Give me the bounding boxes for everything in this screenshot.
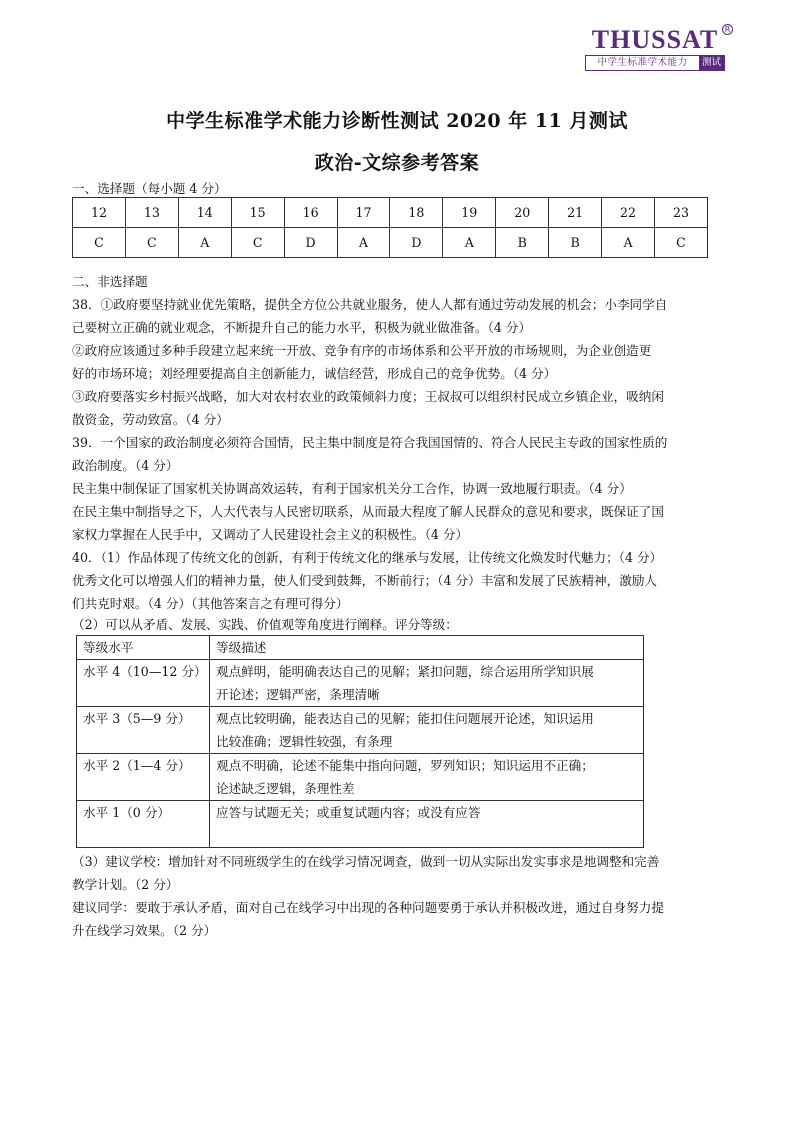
answer-cell: B — [549, 228, 602, 258]
q40-line: （2）可以从矛盾、发展、实践、价值观等角度进行阐释。评分等级： — [72, 617, 458, 632]
q38-line: 己要树立正确的就业观念，不断提升自己的能力水平，积极为就业做准备。（4 分） — [72, 320, 532, 335]
grading-desc-line: 观点鲜明，能明确表达自己的见解；紧扣问题，综合运用所学知识展 — [216, 664, 594, 679]
answer-cell: C — [231, 228, 284, 258]
q39-line: 在民主集中制指导之下，人大代表与人民密切联系，从而最大程度了解人民群众的意见和要求，既保证了国 — [72, 504, 664, 519]
question-number: 17 — [337, 198, 390, 228]
logo-subtitle: 中学生标准学术能力 — [597, 57, 688, 68]
q40-3-line: 教学计划。（2 分） — [72, 877, 179, 892]
q38-line: ③政府要落实乡村振兴战略，加大对农村农业的政策倾斜力度；王叔叔可以组织村民成立乡镇企业，吸纳闲 — [72, 389, 664, 404]
grading-header-level: 等级水平 — [77, 636, 210, 660]
grading-desc-line: 论述缺乏逻辑，条理性差 — [216, 781, 355, 796]
answer-cell: A — [337, 228, 390, 258]
grading-desc-line: 开论述；逻辑严密，条理清晰 — [216, 687, 380, 702]
grading-level: 水平 1（0 分） — [77, 801, 210, 848]
answer-cell: D — [390, 228, 443, 258]
answer-cell: C — [125, 228, 178, 258]
logo-bar — [585, 55, 725, 71]
question-number: 15 — [231, 198, 284, 228]
answer-cell: A — [178, 228, 231, 258]
q39-line: 政治制度。（4 分） — [72, 458, 179, 473]
q39-line: 家权力掌握在人民手中，又调动了人民建设社会主义的积极性。（4 分） — [72, 527, 469, 542]
page-subtitle: 政治-文综参考答案 — [314, 152, 480, 174]
answer-content — [72, 181, 724, 942]
answer-cell: C — [654, 228, 707, 258]
grading-level: 水平 4（10—12 分） — [77, 660, 210, 707]
grading-desc — [210, 707, 644, 754]
q38-line: ②政府应该通过多种手段建立起来统一开放、竞争有序的市场体系和公平开放的市场规则，为企业创造更 — [72, 343, 652, 358]
section1-heading: 一、选择题（每小题 4 分） — [72, 181, 227, 196]
grading-desc-line: 比较准确；逻辑性较强，有条理 — [216, 734, 393, 749]
grading-desc-line: 应答与试题无关；或重复试题内容；或没有应答 — [216, 805, 481, 820]
grading-row — [77, 660, 644, 707]
question-number: 21 — [549, 198, 602, 228]
question-number: 20 — [496, 198, 549, 228]
q40-3-line: （3）建议学校：增加针对不同班级学生的在线学习情况调查，做到一切从实际出发实事求是地调整和完善 — [72, 854, 660, 869]
registered-mark-icon: R — [722, 24, 733, 35]
grading-level-table — [76, 635, 644, 848]
q40-line: 们共克时艰。（4 分）（其他答案言之有理可得分） — [72, 596, 349, 611]
grading-row — [77, 801, 644, 848]
question-number: 14 — [178, 198, 231, 228]
answer-cell: B — [496, 228, 549, 258]
question-number: 18 — [390, 198, 443, 228]
page-title: 中学生标准学术能力诊断性测试 2020 年 11 月测试 — [166, 110, 628, 132]
question-number: 23 — [654, 198, 707, 228]
grading-desc — [210, 801, 644, 848]
question-number: 19 — [443, 198, 496, 228]
answer-cell: D — [284, 228, 337, 258]
question-number: 13 — [125, 198, 178, 228]
question-number: 12 — [73, 198, 126, 228]
q38-line: 好的市场环境；刘经理要提高自主创新能力，诚信经营，形成自己的竞争优势。（4 分） — [72, 366, 557, 381]
q39-line: 39．一个国家的政治制度必须符合国情，民主集中制度是符合我国国情的、符合人民民主专政的国家性质的 — [72, 435, 668, 450]
q40-3-line: 升在线学习效果。（2 分） — [72, 923, 217, 938]
grading-level: 水平 3（5—9 分） — [77, 707, 210, 754]
answer-cell: C — [73, 228, 126, 258]
q40-line: 40．（1）作品体现了传统文化的创新，有利于传统文化的继承与发展，让传统文化焕发时代魅力；（4 分） — [72, 550, 663, 565]
grading-level: 水平 2（1—4 分） — [77, 754, 210, 801]
thussat-logo — [585, 25, 731, 71]
question-number: 22 — [602, 198, 655, 228]
grading-header-row — [77, 636, 644, 660]
choice-answer-table — [72, 197, 708, 258]
answer-row — [73, 228, 708, 258]
q39-line: 民主集中制保证了国家机关协调高效运转，有利于国家机关分工合作，协调一致地履行职责。（4 分） — [72, 481, 632, 496]
grading-row — [77, 707, 644, 754]
logo-tag: 测试 — [699, 56, 724, 70]
answer-cell: A — [602, 228, 655, 258]
grading-header-desc: 等级描述 — [210, 636, 644, 660]
grading-row — [77, 754, 644, 801]
q40-3-line: 建议同学：要敢于承认矛盾，面对自己在线学习中出现的各种问题要勇于承认并积极改进，通过自身努力提 — [72, 900, 664, 915]
grading-desc — [210, 754, 644, 801]
grading-desc-line: 观点不明确，论述不能集中指向问题，罗列知识；知识运用不正确； — [216, 758, 594, 773]
q38-line: 散资金，劳动致富。（4 分） — [72, 412, 229, 427]
grading-desc — [210, 660, 644, 707]
question-number: 16 — [284, 198, 337, 228]
grading-desc-line: 观点比较明确，能表达自己的见解；能扣住问题展开论述，知识运用 — [216, 711, 594, 726]
question-number-row — [73, 198, 708, 228]
q38-line: 38．①政府要坚持就业优先策略，提供全方位公共就业服务，使人人都有通过劳动发展的机会；小李同学自 — [72, 297, 668, 312]
logo-text: THUSSAT — [591, 25, 719, 54]
q40-line: 优秀文化可以增强人们的精神力量，使人们受到鼓舞，不断前行；（4 分）丰富和发展了民族精神，激励人 — [72, 573, 658, 588]
answer-cell: A — [443, 228, 496, 258]
section2-heading: 二、非选择题 — [72, 274, 148, 289]
